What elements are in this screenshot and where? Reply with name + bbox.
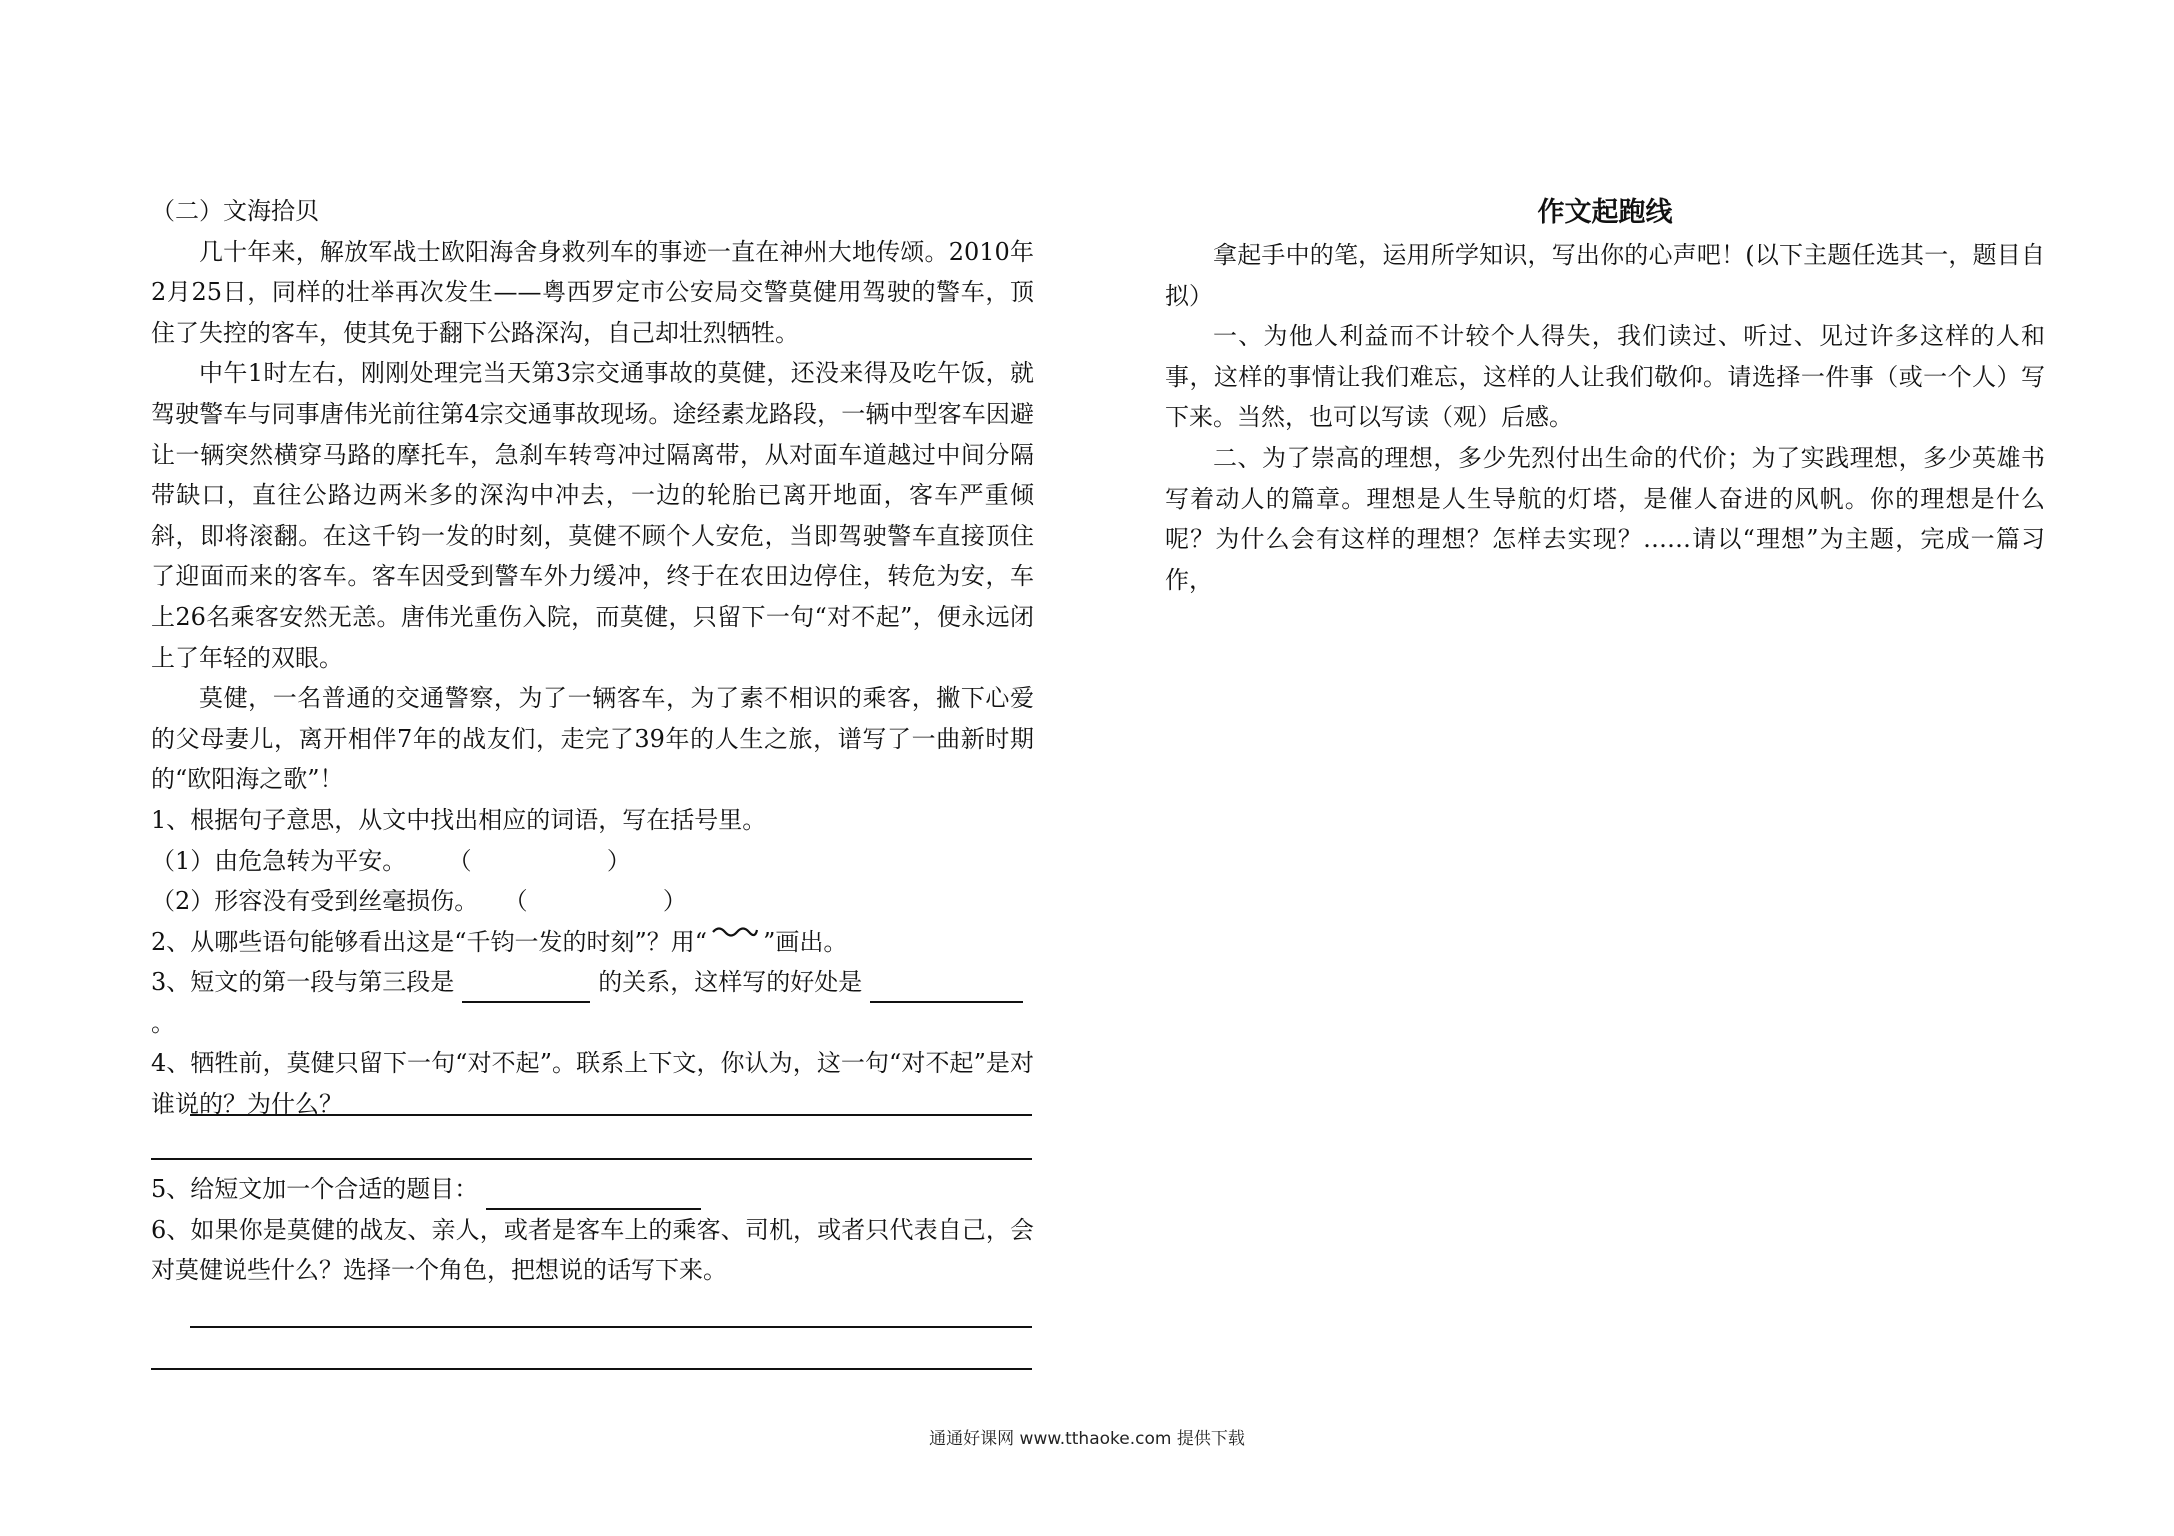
question-5 — [151, 1169, 1034, 1210]
composition-intro: 拿起手中的笔，运用所学知识，写出你的心声吧！(以下主题任选其一，题目自拟） — [1165, 241, 2045, 310]
composition-topic-2: 二、为了崇高的理想，多少先烈付出生命的代价；为了实践理想，多少英雄书写着动人的篇章。理想是人生导航的灯塔，是催人奋进的风帆。你的理想是什么呢？为什么会有这样的理想？怎样去实现？……请以“理想”为主题，完成一篇习作， — [1165, 443, 2045, 594]
paren-close: ） — [662, 887, 687, 916]
question-5-text: 5、给短文加一个合适的题目： — [151, 1175, 479, 1203]
paren-close: ） — [606, 846, 631, 875]
footer-credit: 通通好课网 www.tthaoke.com 提供下载 — [929, 1429, 1245, 1449]
question-1-1 — [151, 841, 1034, 882]
wavy-line-mark-icon — [707, 932, 763, 962]
question-1-2 — [151, 881, 1034, 922]
passage-paragraph-3: 莫健，一名普通的交通警察，为了一辆客车，为了素不相识的乘客，撇下心爱的父母妻儿，离开相伴7年的战友们，走完了39年的人生之旅，谱写了一曲新时期的“欧阳海之歌”！ — [151, 684, 1034, 794]
question-1-1-text: （1）由危急转为平安。 — [151, 846, 407, 875]
paren-open: （ — [503, 887, 528, 916]
paren-open: （ — [447, 846, 472, 875]
question-1-2-text: （2）形容没有受到丝毫损伤。 — [151, 887, 479, 916]
composition-section — [1165, 191, 2045, 600]
answer-blank-3-relation[interactable] — [462, 973, 590, 1003]
answer-blank-5-title[interactable] — [486, 1180, 701, 1210]
question-2-text-after: ”画出。 — [763, 927, 848, 956]
answer-line-q6-2[interactable] — [151, 1368, 1032, 1370]
passage-paragraph-1: 几十年来，解放军战士欧阳海舍身救列车的事迹一直在神州大地传颂。2010年2月25日，同样的壮举再次发生——粤西罗定市公安局交警莫健用驾驶的警车，顶住了失控的客车，使其免于翻下公路深沟，自己却壮烈牺牲。 — [151, 237, 1034, 347]
composition-topic-1: 一、为他人利益而不计较个人得失，我们读过、听过、见过许多这样的人和事，这样的事情让我们难忘，这样的人让我们敬仰。请选择一件事（或一个人）写下来。当然，也可以写读（观）后感。 — [1165, 322, 2045, 432]
question-2-text-before: 2、从哪些语句能够看出这是“千钧一发的时刻”？用“ — [151, 927, 708, 956]
answer-line-q6-1[interactable] — [190, 1326, 1032, 1328]
answer-line-q4-2[interactable] — [151, 1158, 1032, 1160]
composition-title: 作文起跑线 — [1537, 197, 1673, 228]
answer-blank-3-benefit[interactable] — [870, 973, 1023, 1003]
question-6: 6、如果你是莫健的战友、亲人，或者是客车上的乘客、司机，或者只代表自己，会对莫健说些什么？选择一个角色，把想说的话写下来。 — [151, 1215, 1034, 1285]
section-title: （二）文海拾贝 — [151, 197, 319, 225]
question-3 — [151, 962, 1034, 1043]
question-3-part-b: 的关系，这样写的好处是 — [598, 968, 863, 997]
question-2 — [151, 922, 1034, 963]
passage-paragraph-2: 中午1时左右，刚刚处理完当天第3宗交通事故的莫健，还没来得及吃午饭，就驾驶警车与同事唐伟光前往第4宗交通事故现场。途经素龙路段，一辆中型客车因避让一辆突然横穿马路的摩托车，急刹车转弯冲过隔离带，从对面车道越过中间分隔带缺口，直往公路边两米多的深沟中冲去，一边的轮胎已离开地面，客车严重倾斜，即将滚翻。在这千钧一发的时刻，莫健不顾个人安危，当即驾驶警车直接顶住了迎面而来的客车。客车因受到警车外力缓冲，终于在农田边停住，转危为安，车上26名乘客安然无恙。唐伟光重伤入院，而莫健，只留下一句“对不起”，便永远闭上了年轻的双眼。 — [151, 359, 1034, 672]
question-3-part-a: 3、短文的第一段与第三段是 — [151, 968, 455, 997]
reading-section — [151, 191, 1034, 1125]
question-1: 1、根据句子意思，从文中找出相应的词语，写在括号里。 — [151, 805, 767, 834]
answer-line-q4-1[interactable] — [190, 1114, 1032, 1116]
question-3-part-c: 。 — [151, 1008, 175, 1037]
question-4: 4、牺牲前，莫健只留下一句“对不起”。联系上下文，你认为，这一句“对不起”是对谁说的？为什么？ — [151, 1049, 1034, 1119]
questions-5-6 — [151, 1169, 1034, 1291]
